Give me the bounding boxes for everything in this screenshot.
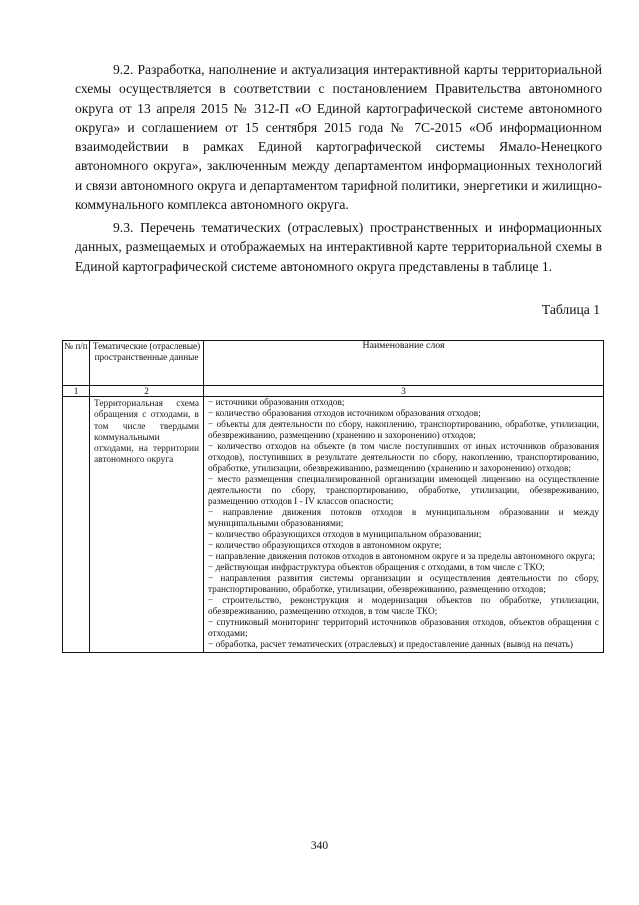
paragraph-9-2: 9.2. Разработка, наполнение и актуализация интерактивной карты территориальной схемы осуществляется в соответствии с постановлением Правительства автономного округа от 13 апреля 2015 № 312-П «О Единой картографической системе автономного округа» и соглашением от 15 сентября 2015 года № 7С-2015 «Об информационном взаимодействии в рамках Единой картографической системы Ямало-Ненецкого автономного округа», заключенным между департаментом информационных технологий и связи автономного округа и департаментом тарифной политики, энергетики и жилищно-коммунального комплекса автономного округа. (75, 62, 602, 213)
layer-item: − спутниковый мониторинг территорий источников образования отходов, объектов обращения с отходами; (208, 618, 599, 639)
layer-item: − строительство, реконструкция и модернизация объектов по обработке, утилизации, обезвреживанию, размещению отходов, в том числе ТКО; (208, 596, 599, 617)
layer-item: − количество образующихся отходов в автономном округе; (208, 541, 442, 551)
layer-item: − источники образования отходов; (208, 398, 345, 408)
layers-cell (204, 397, 604, 653)
layer-item: − количество образования отходов источником образования отходов; (208, 409, 481, 419)
layer-item: − действующая инфраструктура объектов обращения с отходами, в том числе с ТКО; (208, 563, 545, 573)
column-number-3: 3 (204, 386, 604, 397)
header-number: № п/п (63, 341, 90, 386)
column-number-row (63, 386, 604, 397)
table-caption: Таблица 1 (541, 302, 600, 317)
paragraph-9-3: 9.3. Перечень тематических (отраслевых) пространственных и информационных данных, размещаемых и отображаемых на интерактивной карте территориальной схемы в Единой картографической системе автономного округа представлены в таблице 1. (75, 220, 602, 274)
topic-cell: Территориальная схема обращения с отходами, в том числе твердыми коммунальными отходами, на территории автономного округа (90, 397, 204, 653)
column-number-1: 1 (63, 386, 90, 397)
page-number: 340 (310, 840, 329, 852)
layer-item: − направление движения потоков отходов в муниципальном образовании и между муниципальными образованиями; (208, 508, 599, 529)
header-thematic-data: Тематические (отраслевые) пространственные данные (90, 341, 204, 386)
layer-item: − количество образующихся отходов в муниципальном образовании; (208, 530, 482, 540)
layer-item: − объекты для деятельности по сбору, накоплению, транспортированию, обработке, утилизации, обезвреживанию, размещению (хранению и захоронению) отходов; (208, 420, 599, 441)
layer-item: − обработка, расчет тематических (отраслевых) и предоставление данных (вывод на печать) (208, 640, 573, 650)
layer-item: − место размещения специализированной организации имеющей лицензию на осуществление деятельности по сбору, транспортированию, обработке, утилизации, обезвреживанию, размещению отходов I - IV классов опасности; (208, 475, 599, 507)
header-layer-name: Наименование слоя (204, 341, 604, 386)
layer-item: − количество отходов на объекте (в том числе поступивших от иных источников образования отходов), поступивших в результате деятельности по сбору, накоплению, транспортированию, обработке, утилизации, обезвреживанию, размещению (хранению и захоронению) отходов; (208, 442, 599, 474)
row-number-cell (63, 397, 90, 653)
layer-item: − направления развития системы организации и осуществления деятельности по сбору, транспортированию, обработке, утилизации, обезвреживанию, размещению отходов; (208, 574, 599, 595)
table-row (63, 397, 604, 653)
table-header-row (63, 341, 604, 386)
layers-table (62, 340, 604, 653)
layer-item: − направление движения потоков отходов в автономном округе и за пределы автономного округа; (208, 552, 596, 562)
column-number-2: 2 (90, 386, 204, 397)
